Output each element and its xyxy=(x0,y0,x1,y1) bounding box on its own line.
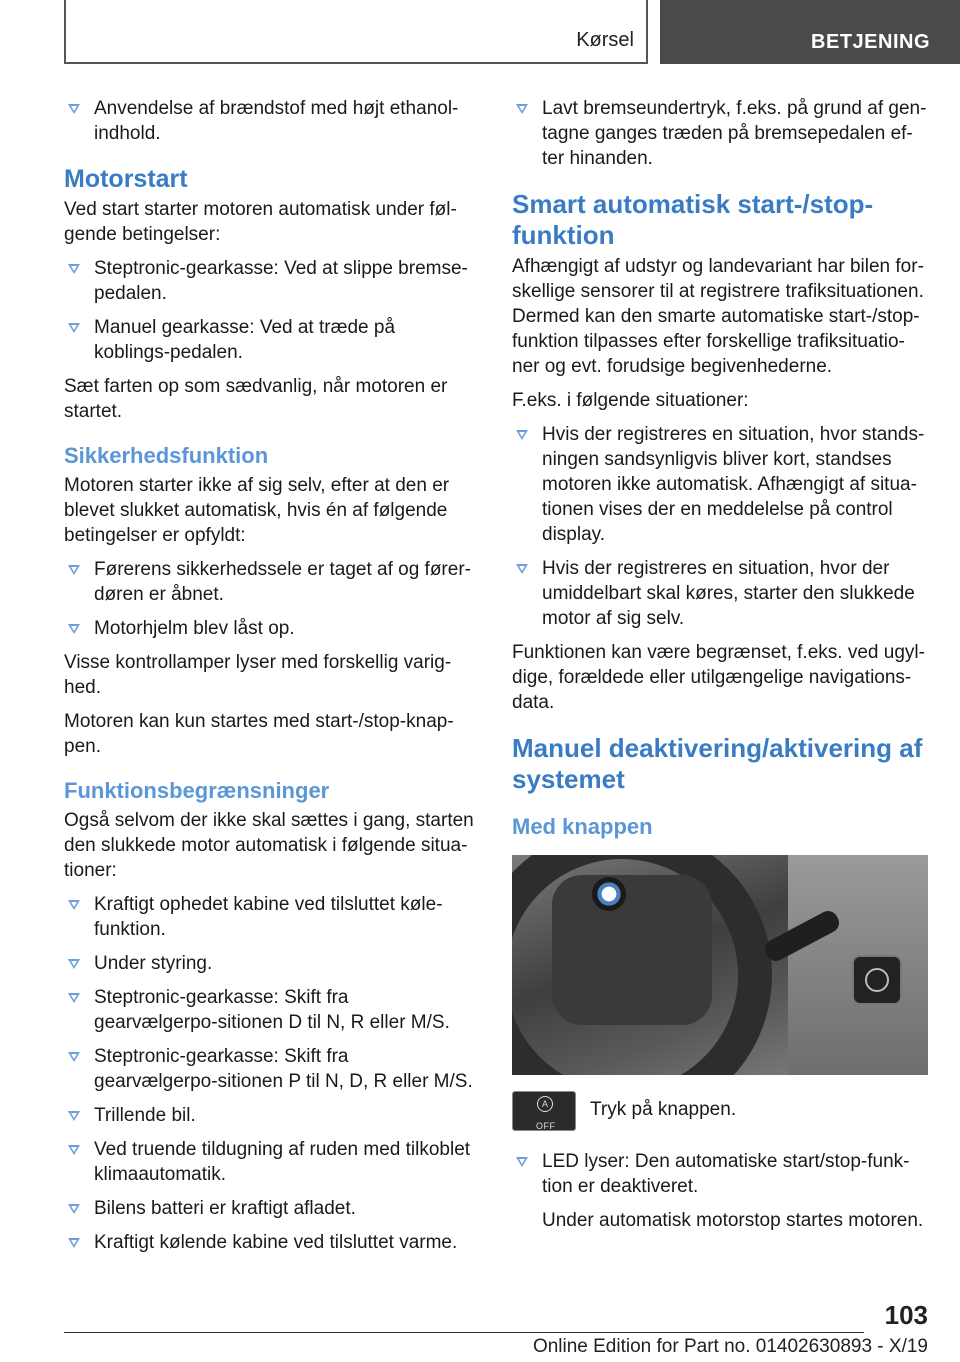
list-item: Bilens batteri er kraftigt afladet. xyxy=(64,1196,476,1221)
triangle-bullet-icon xyxy=(68,104,80,114)
section-heading-safety: Sikkerhedsfunktion xyxy=(64,443,269,468)
button-icon-off-label: OFF xyxy=(536,1121,556,1131)
triangle-bullet-icon xyxy=(68,1145,80,1155)
triangle-bullet-icon xyxy=(68,900,80,910)
triangle-bullet-icon xyxy=(68,1238,80,1248)
auto-start-stop-off-icon xyxy=(512,1091,576,1131)
button-instruction xyxy=(512,1091,928,1131)
steering-wheel-photo xyxy=(512,855,928,1075)
triangle-bullet-icon xyxy=(68,993,80,1003)
triangle-bullet-icon xyxy=(516,564,528,574)
section-heading-manual: Manuel deaktivering/aktivering af systemet xyxy=(512,733,923,794)
section-title: Kørsel xyxy=(576,29,634,51)
chapter-title xyxy=(660,0,960,64)
list-item: Kraftigt kølende kabine ved tilsluttet varme. xyxy=(64,1230,476,1255)
subsection-heading-button: Med knappen xyxy=(512,814,653,839)
paragraph: Ved start starter motoren automatisk under føl-gende betingelser: xyxy=(64,199,457,245)
wheel-hub-shape xyxy=(552,875,712,1025)
list-item: Anvendelse af brændstof med højt ethanol-indhold. xyxy=(64,96,476,146)
list-item: Hvis der registreres en situation, hvor der umiddelbart skal køres, starter den slukkede motor af sig selv. xyxy=(512,556,928,631)
triangle-bullet-icon xyxy=(68,565,80,575)
list-item: Kraftigt ophedet kabine ved tilsluttet køle-funktion. xyxy=(64,892,476,942)
list-item: Steptronic-gearkasse: Ved at slippe bremse-pedalen. xyxy=(64,256,476,306)
list-item: Manuel gearkasse: Ved at træde på koblings-pedalen. xyxy=(64,315,476,365)
section-heading-motorstart: Motorstart xyxy=(64,165,188,193)
triangle-bullet-icon xyxy=(68,624,80,634)
paragraph: Motoren starter ikke af sig selv, efter at den er blevet slukket automatisk, hvis én af følgende betingelser er opfyldt: xyxy=(64,475,450,546)
paragraph: Motoren kan kun startes med start-/stop-knap-pen. xyxy=(64,711,454,757)
triangle-bullet-icon xyxy=(516,1157,528,1167)
paragraph: F.eks. i følgende situationer: xyxy=(512,390,749,411)
triangle-bullet-icon xyxy=(68,1111,80,1121)
paragraph: Afhængigt af udstyr og landevariant har bilen for-skellige sensorer til at registrere trafiksituationen. Dermed kan den smarte automatiske start-/stop-funktion tilpasses efter forskellige trafiksituatio-ner og evt. forudsige begivenhederne. xyxy=(512,256,924,377)
brand-logo-icon xyxy=(592,877,626,911)
triangle-bullet-icon xyxy=(68,1052,80,1062)
button-icon-letter: A xyxy=(537,1096,553,1112)
list-item: Motorhjelm blev låst op. xyxy=(64,616,476,641)
triangle-bullet-icon xyxy=(516,430,528,440)
section-heading-smart: Smart automatisk start-/stop-funktion xyxy=(512,189,874,250)
list-item: Ved truende tildugning af ruden med tilkoblet klimaautomatik. xyxy=(64,1137,476,1187)
list-item: Førerens sikkerhedssele er taget af og fører-døren er åbnet. xyxy=(64,557,476,607)
triangle-bullet-icon xyxy=(516,104,528,114)
press-button-text: Tryk på knappen. xyxy=(590,1099,737,1120)
right-column xyxy=(512,96,928,1242)
list-item: LED lyser: Den automatiske start/stop-funk-tion er deaktiveret. xyxy=(512,1149,928,1199)
section-heading-limits: Funktionsbegrænsninger xyxy=(64,778,330,803)
paragraph: Visse kontrollamper lyser med forskellig varig-hed. xyxy=(64,652,452,698)
list-item: Under styring. xyxy=(64,951,476,976)
list-item: Hvis der registreres en situation, hvor stands-ningen sandsynligvis bliver kort, standses motoren ikke automatisk. Afhængigt af situa-tionen vises der en meddelelse på control display. xyxy=(512,422,928,547)
paragraph: Også selvom der ikke skal sættes i gang, starten den slukkede motor automatisk i følgende situa-tioner: xyxy=(64,810,474,881)
list-item: Steptronic-gearkasse: Skift fra gearvælgerpo-sitionen D til N, R eller M/S. xyxy=(64,985,476,1035)
list-item-continuation: Under automatisk motorstop startes motoren. xyxy=(542,1210,924,1231)
header-section-box xyxy=(64,0,648,64)
left-column xyxy=(64,96,476,1264)
paragraph: Sæt farten op som sædvanlig, når motoren er startet. xyxy=(64,376,448,422)
triangle-bullet-icon xyxy=(68,323,80,333)
list-item: Steptronic-gearkasse: Skift fra gearvælgerpo-sitionen P til N, D, R eller M/S. xyxy=(64,1044,476,1094)
page-number: 103 xyxy=(884,1300,928,1330)
auto-start-stop-button-shape xyxy=(852,955,902,1005)
footer-edition: Online Edition for Part no. 01402630893 - X/19 xyxy=(532,1336,928,1357)
triangle-bullet-icon xyxy=(68,264,80,274)
paragraph: Funktionen kan være begrænset, f.eks. ved ugyl-dige, forældede eller utilgængelige navigations-data. xyxy=(512,642,925,713)
list-item: Lavt bremseundertryk, f.eks. på grund af gen-tagne ganges træden på bremsepedalen ef-ter hinanden. xyxy=(512,96,928,171)
list-item: Trillende bil. xyxy=(64,1103,476,1128)
footer-divider xyxy=(64,1332,864,1333)
triangle-bullet-icon xyxy=(68,1204,80,1214)
triangle-bullet-icon xyxy=(68,959,80,969)
chapter-label: BETJENING xyxy=(811,31,930,53)
